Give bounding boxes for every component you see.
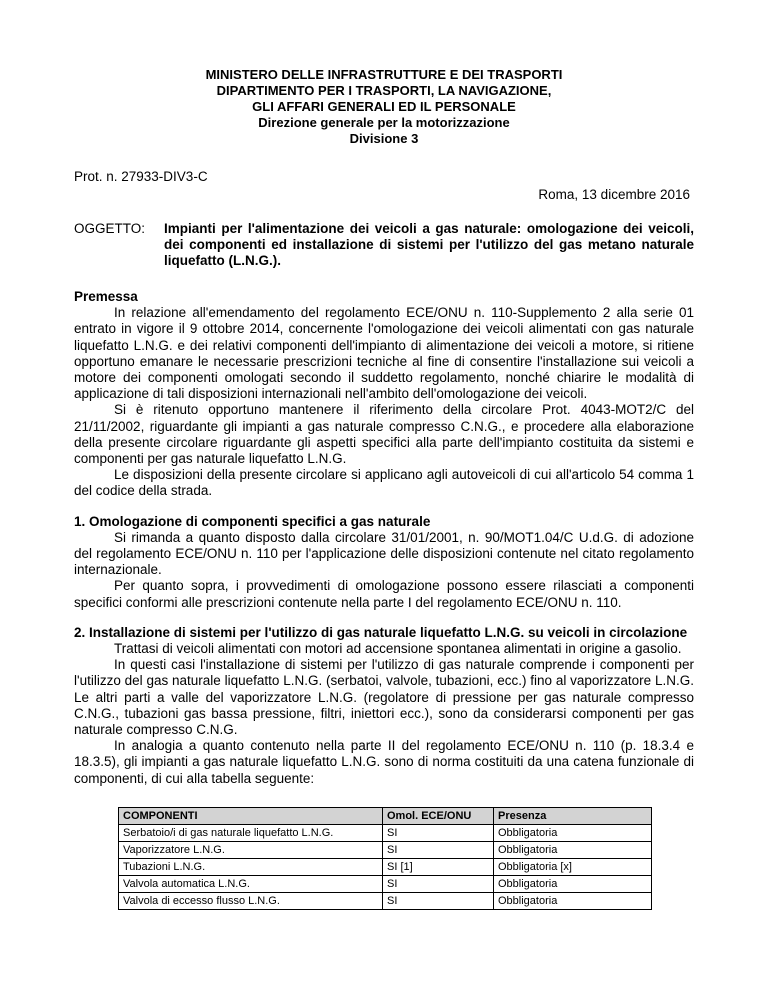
protocol-number: Prot. n. 27933-DIV3-C <box>74 169 208 184</box>
table-cell: SI <box>383 825 494 842</box>
table-cell: SI <box>383 893 494 910</box>
document-body <box>74 289 694 787</box>
premessa-paragraph-1: In relazione all'emendamento del regolamento ECE/ONU n. 110-Supplemento 2 alla serie 01 entrato in vigore il 9 ottobre 2014, concernente l'omologazione dei veicoli alimentati con gas naturale liquefatto L.N.G. e dei relativi componenti dell'impianto di alimentazione dei veicoli a motore, si ritiene opportuno emanare le necessarie prescrizioni tecniche al fine di consentire l'installazione sui veicoli a motore dei componenti omologati secondo il suddetto regolamento, nonché chiarire le modalità di applicazione di tali disposizioni internazionali nell'ambito dell'omologazione dei veicoli. <box>74 305 694 402</box>
section-2 <box>74 625 694 787</box>
document-date: Roma, 13 dicembre 2016 <box>538 187 690 202</box>
table-cell: Obbligatoria <box>494 876 652 893</box>
components-table <box>118 807 652 910</box>
table-cell: Obbligatoria [x] <box>494 859 652 876</box>
department-name: DIPARTIMENTO PER I TRASPORTI, LA NAVIGAZIONE, <box>216 83 552 98</box>
section-1-paragraph-2: Per quanto sopra, i provvedimenti di omologazione possono essere rilasciati a componenti specifici conformi alle prescrizioni contenute nella parte I del regolamento ECE/ONU n. 110. <box>74 578 694 610</box>
table-row <box>119 893 652 910</box>
department-name-cont: GLI AFFARI GENERALI ED IL PERSONALE <box>252 99 516 114</box>
section-1-paragraph-1: Si rimanda a quanto disposto dalla circolare 31/01/2001, n. 90/MOT1.04/C U.d.G. di adozione del regolamento ECE/ONU n. 110 per l'applicazione delle disposizioni contenute nel citato regolamento internazionale. <box>74 529 694 578</box>
subject-text: Impianti per l'alimentazione dei veicoli a gas naturale: omologazione dei veicoli, dei componenti ed installazione di sistemi per l'utilizzo del gas metano naturale liquefatto (L.N.G.). <box>164 221 694 268</box>
section-2-title: 2. Installazione di sistemi per l'utilizzo di gas naturale liquefatto L.N.G. su veicoli in circolazione <box>74 624 688 640</box>
section-1-title: 1. Omologazione di componenti specifici a gas naturale <box>74 513 431 529</box>
table-cell: Serbatoio/i di gas naturale liquefatto L.N.G. <box>119 825 383 842</box>
table-cell: Valvola di eccesso flusso L.N.G. <box>119 893 383 910</box>
table-cell: SI [1] <box>383 859 494 876</box>
subject-block <box>74 221 694 269</box>
premessa-paragraph-2: Si è ritenuto opportuno mantenere il riferimento della circolare Prot. 4043-MOT2/C del 21/11/2002, riguardante gli impianti a gas naturale compresso C.N.G., e procedere alla elaborazione della presente circolare riguardante gli aspetti specifici alla parte dell'impianto costituita da sistemi e componenti per gas naturale liquefatto L.N.G. <box>74 402 694 467</box>
subject-label: OGGETTO: <box>74 221 146 236</box>
division-name: Divisione 3 <box>349 131 419 146</box>
ministry-name: MINISTERO DELLE INFRASTRUTTURE E DEI TRASPORTI <box>205 67 563 82</box>
column-header-presence: Presenza <box>494 808 652 825</box>
table-cell: SI <box>383 876 494 893</box>
premessa-title: Premessa <box>74 289 138 304</box>
directorate-name: Direzione generale per la motorizzazione <box>258 115 510 130</box>
section-1 <box>74 514 694 611</box>
premessa-paragraph-3: Le disposizioni della presente circolare si applicano agli autoveicoli di cui all'articolo 54 comma 1 del codice della strada. <box>74 467 694 499</box>
table-cell: Valvola automatica L.N.G. <box>119 876 383 893</box>
table-row <box>119 842 652 859</box>
table-row <box>119 876 652 893</box>
document-header <box>0 67 768 147</box>
table-cell: Tubazioni L.N.G. <box>119 859 383 876</box>
table-row <box>119 825 652 842</box>
table-header-row <box>119 808 652 825</box>
section-2-paragraph-1: Trattasi di veicoli alimentati con motori ad accensione spontanea alimentati in origine a gasolio. <box>114 641 682 657</box>
table-cell: Obbligatoria <box>494 825 652 842</box>
table-row <box>119 859 652 876</box>
table-cell: SI <box>383 842 494 859</box>
section-2-paragraph-3: In analogia a quanto contenuto nella parte II del regolamento ECE/ONU n. 110 (p. 18.3.4 e 18.3.5), gli impianti a gas naturale liquefatto L.N.G. sono di norma costituiti da una catena funzionale di componenti, di cui alla tabella seguente: <box>74 738 694 786</box>
column-header-components: COMPONENTI <box>119 808 383 825</box>
table-cell: Obbligatoria <box>494 893 652 910</box>
section-2-paragraph-2: In questi casi l'installazione di sistemi per l'utilizzo di gas naturale comprende i componenti per l'utilizzo del gas naturale liquefatto L.N.G. (serbatoi, valvole, tubazioni, ecc.) fino al vaporizzatore L.N.G. Le altri parti a valle del vaporizzatore L.N.G. (regolatore di pressione per gas naturale compresso C.N.G., tubazioni gas bassa pressione, filtri, iniettori ecc.), sono da considerarsi componenti per gas naturale compresso C.N.G. <box>74 657 694 738</box>
table-cell: Vaporizzatore L.N.G. <box>119 842 383 859</box>
column-header-approval: Omol. ECE/ONU <box>383 808 494 825</box>
table-cell: Obbligatoria <box>494 842 652 859</box>
